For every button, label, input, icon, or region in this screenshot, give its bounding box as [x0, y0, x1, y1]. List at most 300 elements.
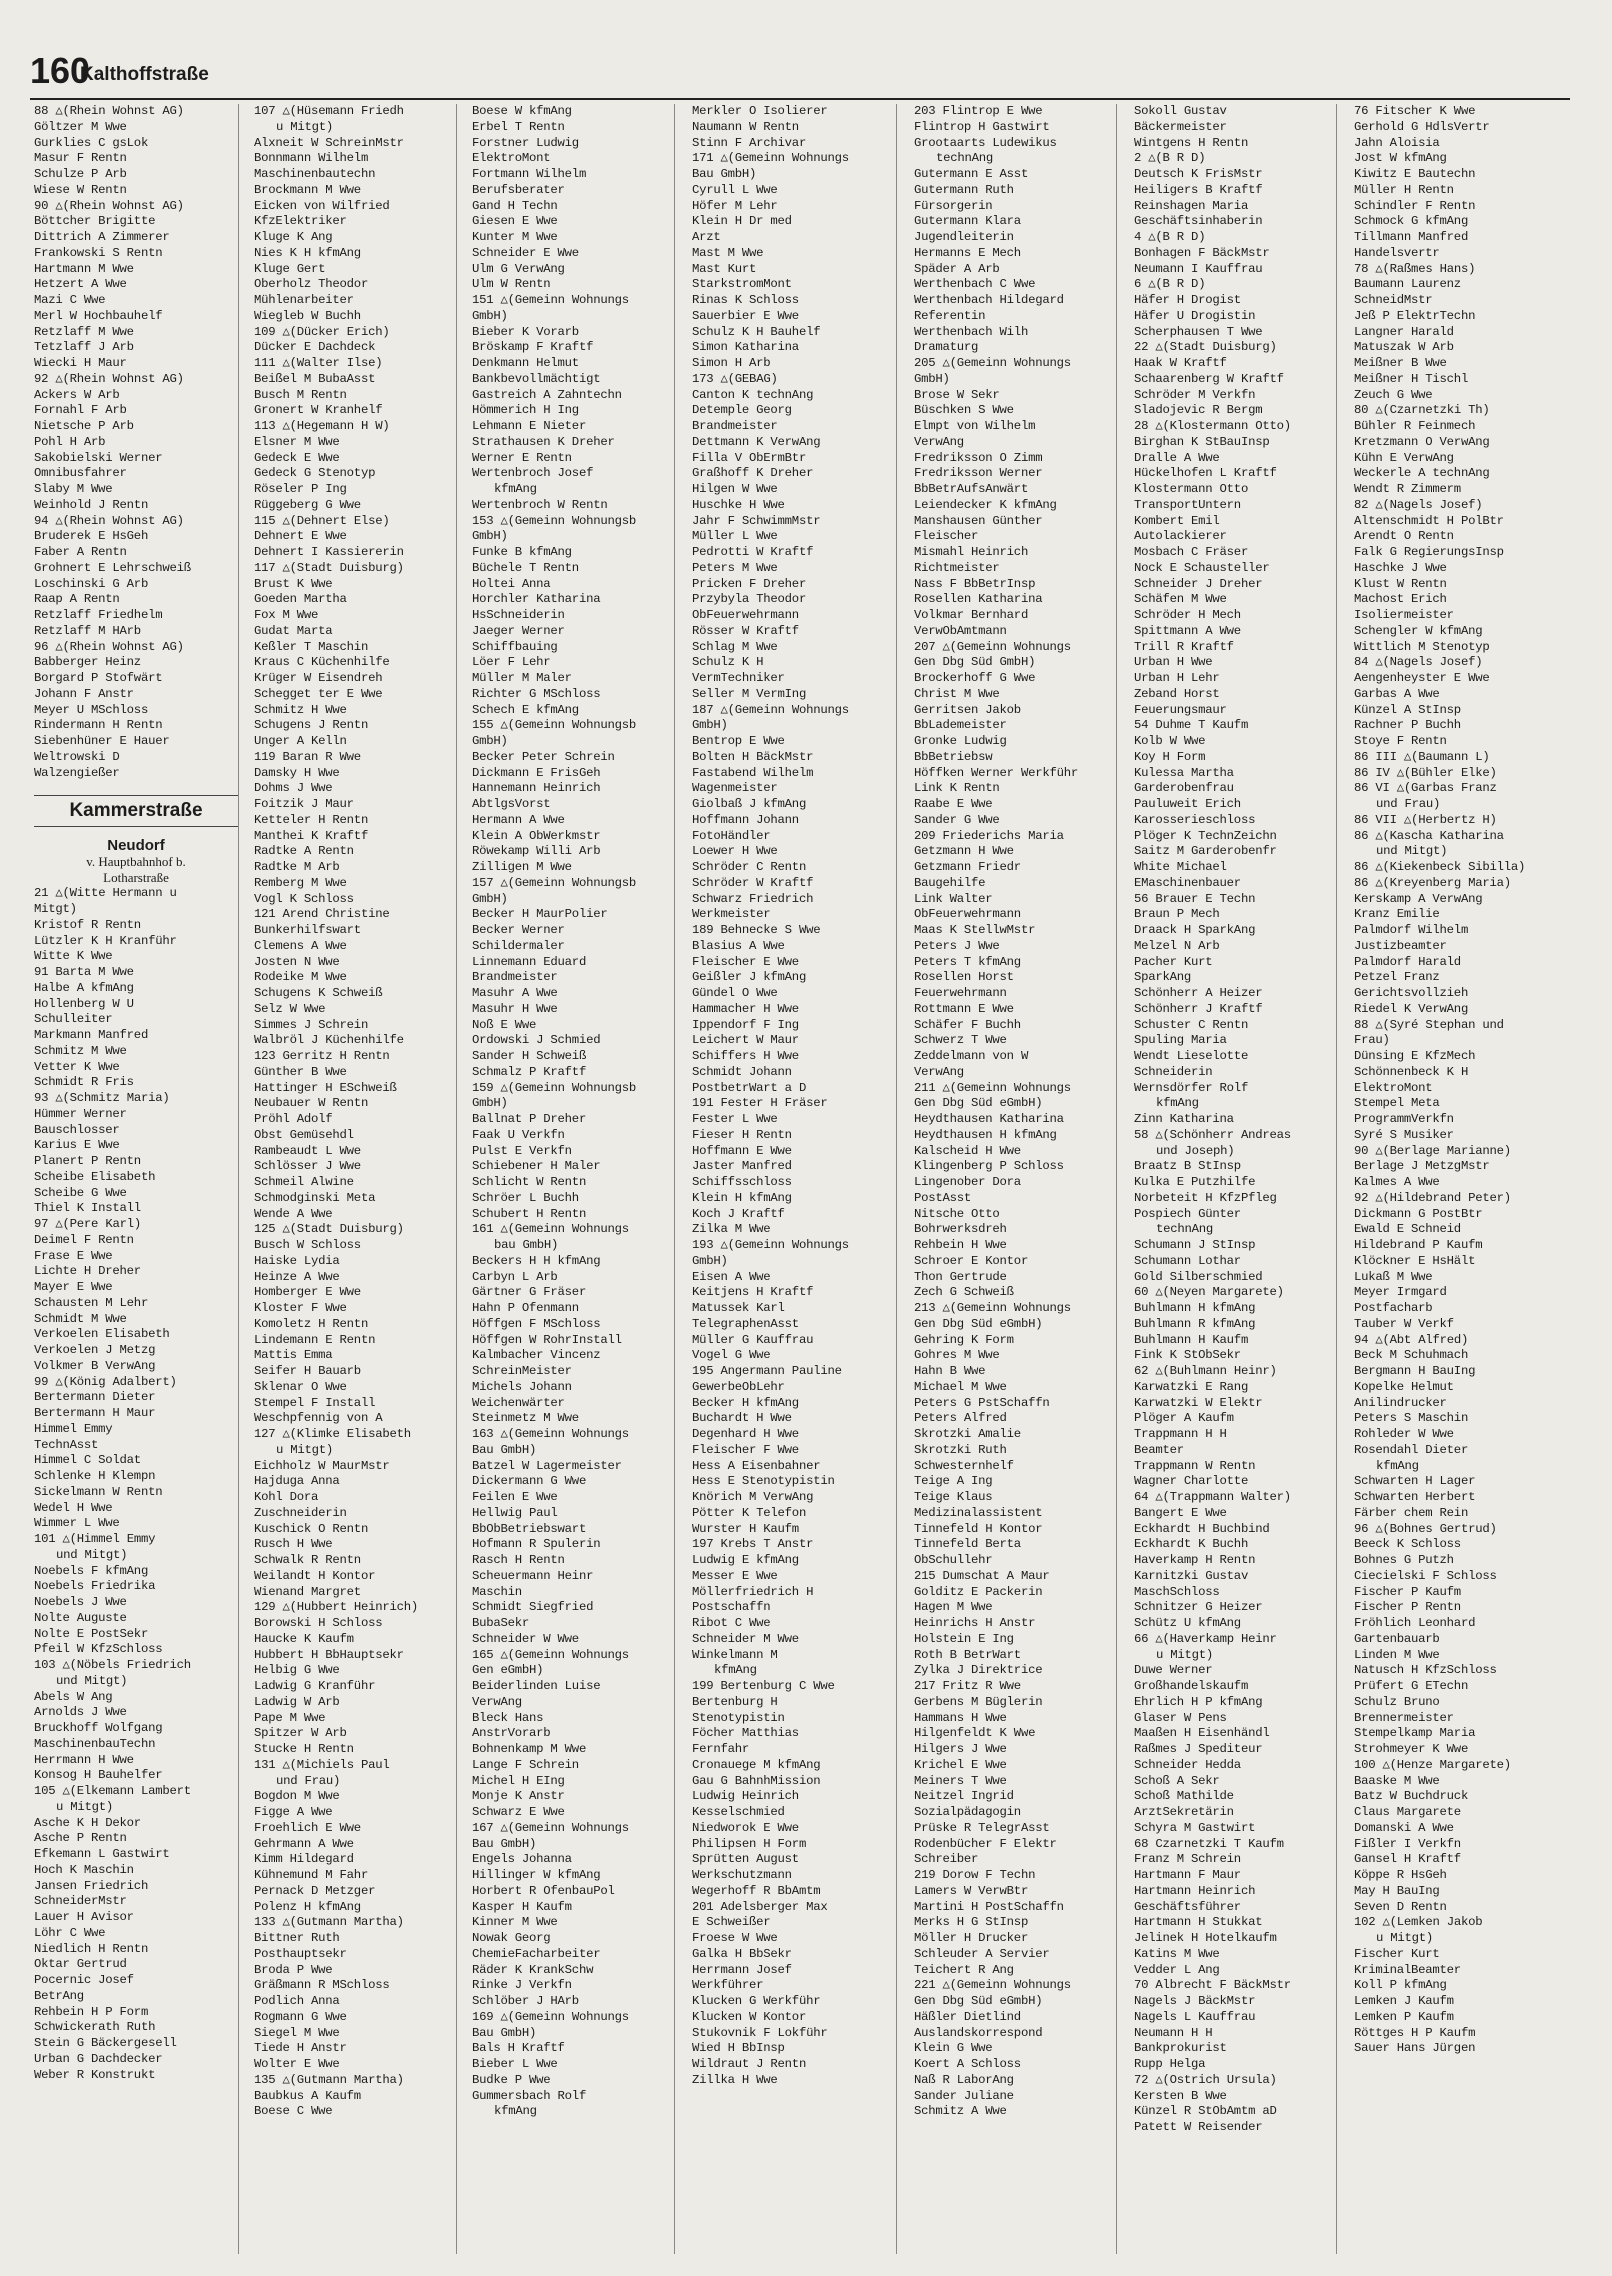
directory-entry: Stinn F Archivar: [692, 135, 807, 150]
directory-entry: Schaarenberg W Kraftf: [1134, 371, 1284, 386]
directory-entry: 58 △(Schönherr Andreas: [1134, 1127, 1291, 1142]
directory-entry: Palmdorf Wilhelm: [1354, 923, 1469, 937]
directory-entry: Babberger Heinz: [34, 655, 141, 670]
directory-entry: Denkmann Helmut: [472, 356, 579, 370]
directory-entry: Wintgens H Rentn: [1134, 135, 1249, 150]
directory-entry: Sander Juliane: [914, 2088, 1014, 2103]
directory-entry: Baumann Laurenz: [1354, 277, 1461, 292]
directory-entry: Anilindrucker: [1354, 1395, 1447, 1410]
directory-entry: Birghan K StBauInsp: [1134, 434, 1270, 449]
directory-entry: Nock E Schausteller: [1134, 560, 1270, 575]
directory-entry: Polenz H kfmAng: [254, 1899, 361, 1914]
directory-entry: 193 △(Gemeinn Wohnungs: [692, 1238, 849, 1252]
directory-entry: Wende A Wwe: [254, 1206, 333, 1221]
directory-entry: Berlage J MetzgMstr: [1354, 1159, 1490, 1174]
directory-entry: Pernack D Metzger: [254, 1883, 376, 1898]
directory-entry: Tillmann Manfred: [1354, 230, 1469, 244]
directory-entry: Schulz Bruno: [1354, 1694, 1440, 1709]
directory-entry: Ewald E Schneid: [1354, 1222, 1461, 1237]
directory-entry: Wimmer L Wwe: [34, 1516, 120, 1531]
directory-entry: Fredriksson Werner: [914, 466, 1043, 481]
directory-entry: Klein A ObWerkmstr: [472, 828, 601, 843]
directory-entry: Rindermann H Rentn: [34, 718, 163, 733]
directory-entry: Rosellen Horst: [914, 970, 1014, 985]
directory-entry: Lindemann E Rentn: [254, 1332, 376, 1347]
directory-entry: Buchardt H Wwe: [692, 1411, 792, 1426]
directory-entry: Linden M Wwe: [1354, 1647, 1440, 1662]
directory-entry: 125 △(Stadt Duisburg): [254, 1222, 404, 1237]
directory-entry: Schengler W kfmAng: [1354, 623, 1483, 638]
directory-entry: Stempel Meta: [1354, 1096, 1440, 1111]
directory-entry: Tetzlaff J Arb: [34, 340, 134, 355]
directory-entry: Pedrotti W Kraftf: [692, 545, 814, 559]
directory-entry: Schyra M Gastwirt: [1134, 1820, 1256, 1835]
directory-entry: Wittlich M Stenotyp: [1354, 639, 1490, 654]
directory-entry: Funke B kfmAng: [472, 545, 572, 559]
directory-entry: 107 △(Hüsemann Friedh: [254, 104, 404, 118]
directory-entry: Eckhardt H Buchbind: [1134, 1521, 1270, 1536]
directory-entry: Vetter K Wwe: [34, 1059, 120, 1074]
directory-entry: Rosellen Katharina: [914, 592, 1043, 607]
directory-entry: Buhlmann H kfmAng: [1134, 1301, 1256, 1315]
directory-entry: Schröer L Buchh: [472, 1190, 579, 1205]
directory-entry: Thiel K Install: [34, 1201, 141, 1216]
directory-entry: Raap A Rentn: [34, 592, 120, 607]
directory-entry: Kalscheid H Wwe: [914, 1143, 1021, 1158]
directory-entry: 88 △(Rhein Wohnst AG): [34, 104, 184, 118]
directory-entry: Langner Harald: [1354, 324, 1454, 339]
directory-entry: Weckerle A technAng: [1354, 466, 1490, 481]
directory-entry: Gummersbach Rolf: [472, 2088, 587, 2103]
directory-entry: Schwickerath Ruth: [34, 2020, 156, 2035]
directory-entry: Schwarz Friedrich: [692, 891, 814, 906]
directory-entry: Gutermann E Asst: [914, 167, 1029, 181]
entry-list: [1354, 104, 1564, 2057]
directory-entry: White Michael: [1134, 860, 1227, 874]
directory-entry: Fortmann Wilhelm: [472, 167, 587, 181]
directory-entry: u Mitgt): [276, 1442, 334, 1457]
directory-entry: 203 Flintrop E Wwe: [914, 104, 1043, 118]
directory-entry: Lichte H Dreher: [34, 1264, 141, 1279]
page-number: 160: [30, 50, 91, 91]
directory-entry: Schiffsschloss: [692, 1175, 792, 1189]
directory-entry: Wildraut J Rentn: [692, 2057, 807, 2071]
directory-entry: Grohnert E Lehrschweiß: [34, 560, 191, 575]
directory-entry: Kesselschmied: [692, 1805, 785, 1819]
directory-entry: Nitsche Otto: [914, 1206, 1000, 1221]
directory-entry: Kühnemund M Fahr: [254, 1868, 369, 1882]
directory-entry: Philipsen H Form: [692, 1836, 807, 1851]
directory-entry: Boese C Wwe: [254, 2104, 333, 2119]
directory-entry: Schütz U kfmAng: [1134, 1616, 1241, 1630]
directory-entry: Maschinenbautechn: [254, 167, 376, 181]
directory-entry: Riedel K VerwAng: [1354, 1001, 1469, 1016]
directory-entry: Urban H Wwe: [1134, 655, 1213, 670]
directory-entry: Dramaturg: [914, 340, 979, 355]
directory-entry: Beck M Schuhmach: [1354, 1348, 1469, 1363]
directory-entry: Föcher Matthias: [692, 1726, 799, 1741]
directory-entry: Brandmeister: [692, 419, 778, 433]
directory-entry: 90 △(Rhein Wohnst AG): [34, 198, 184, 213]
directory-entry: Rohleder W Wwe: [1354, 1427, 1454, 1441]
directory-entry: Carbyn L Arb: [472, 1269, 558, 1284]
directory-entry: Fleischer E Wwe: [692, 954, 799, 969]
directory-entry: Mühlenarbeiter: [254, 293, 354, 307]
directory-entry: Asche K H Dekor: [34, 1815, 141, 1830]
directory-entry: Günther B Wwe: [254, 1064, 347, 1079]
directory-entry: Wagenmeister: [692, 781, 778, 796]
directory-entry: Hümmer Werner: [34, 1106, 127, 1121]
directory-entry: Schumann Lothar: [1134, 1253, 1241, 1268]
directory-entry: Schoß Mathilde: [1134, 1789, 1234, 1804]
directory-entry: GmbH): [472, 529, 508, 544]
directory-entry: 54 Duhme T Kaufm: [1134, 718, 1249, 733]
directory-entry: Schmalz P Kraftf: [472, 1064, 587, 1079]
directory-entry: Isoliermeister: [1354, 608, 1454, 622]
directory-entry: Klein H Dr med: [692, 214, 792, 229]
directory-entry: Rehbein H P Form: [34, 2004, 149, 2019]
directory-entry: Josten N Wwe: [254, 954, 340, 969]
directory-entry: Tinnefeld Berta: [914, 1537, 1021, 1552]
directory-entry: Schäfen M Wwe: [1134, 592, 1227, 607]
directory-entry: Lingenober Dora: [914, 1175, 1021, 1189]
directory-entry: Krüger W Eisendreh: [254, 671, 383, 685]
directory-entry: 56 Brauer E Techn: [1134, 891, 1256, 906]
directory-entry: SparkAng: [1134, 970, 1192, 985]
directory-entry: Posthauptsekr: [254, 1946, 347, 1961]
directory-entry: Winkelmann M: [692, 1647, 778, 1662]
directory-entry: Trill R Kraftf: [1134, 639, 1234, 654]
directory-entry: Schulleiter: [34, 1012, 113, 1027]
directory-entry: Radtke A Rentn: [254, 844, 354, 859]
directory-entry: 155 △(Gemeinn Wohnungsb: [472, 718, 636, 733]
directory-entry: Fornahl F Arb: [34, 403, 127, 418]
directory-entry: 94 △(Abt Alfred): [1354, 1332, 1469, 1347]
directory-entry: 219 Dorow F Techn: [914, 1868, 1036, 1882]
directory-entry: Haiske Lydia: [254, 1253, 340, 1268]
directory-entry: Braun P Mech: [1134, 907, 1220, 922]
directory-entry: 82 △(Nagels Josef): [1354, 497, 1483, 512]
directory-entry: Jaster Manfred: [692, 1159, 792, 1174]
entry-list: [692, 104, 896, 2089]
directory-entry: Geißler J kfmAng: [692, 970, 807, 985]
directory-entry: 96 △(Rhein Wohnst AG): [34, 639, 184, 654]
directory-entry: Skrotzki Amalie: [914, 1427, 1021, 1441]
directory-entry: Michels Johann: [472, 1379, 572, 1394]
directory-entry: 161 △(Gemeinn Wohnungs: [472, 1222, 629, 1237]
directory-entry: Bau GmbH): [472, 2025, 537, 2040]
directory-entry: 72 △(Ostrich Ursula): [1134, 2072, 1277, 2087]
directory-entry: Färber chem Rein: [1354, 1505, 1469, 1520]
directory-entry: Manshausen Günther: [914, 513, 1043, 528]
directory-entry: Dehnert I Kassiererin: [254, 545, 404, 559]
directory-entry: Pricken F Dreher: [692, 576, 807, 591]
directory-entry: Mitgt): [34, 902, 77, 916]
directory-entry: Loschinski G Arb: [34, 576, 149, 591]
directory-entry: Mayer E Wwe: [34, 1280, 113, 1294]
directory-entry: Schwarz E Wwe: [472, 1805, 565, 1819]
directory-entry: Bauschlosser: [34, 1122, 120, 1137]
directory-entry: Herrmann Josef: [692, 1962, 792, 1977]
directory-entry: Stein G Bäckergesell: [34, 2036, 177, 2050]
directory-entry: Frankowski S Rentn: [34, 245, 163, 260]
directory-entry: 21 △(Witte Hermann u: [34, 886, 177, 901]
directory-entry: Meyer U MSchloss: [34, 702, 149, 717]
directory-entry: GmbH): [914, 371, 950, 386]
directory-entry: Fastabend Wilhelm: [692, 765, 814, 780]
directory-entry: Kasper H Kaufm: [472, 1899, 572, 1914]
directory-entry: Ehrlich H P kfmAng: [1134, 1694, 1263, 1709]
directory-entry: Palmdorf Harald: [1354, 954, 1461, 969]
directory-entry: Zinn Katharina: [1134, 1112, 1234, 1126]
directory-entry: Werthenbach C Wwe: [914, 277, 1036, 292]
directory-entry: Zilligen M Wwe: [472, 860, 572, 874]
directory-entry: Selz W Wwe: [254, 1001, 326, 1016]
directory-entry: Foitzik J Maur: [254, 797, 354, 811]
directory-entry: Schugens J Rentn: [254, 718, 369, 733]
directory-entry: Urban H Lehr: [1134, 671, 1220, 685]
directory-entry: VerwAng: [914, 434, 964, 449]
directory-entry: Hilgenfeldt K Wwe: [914, 1726, 1036, 1741]
directory-entry: Arnolds J Wwe: [34, 1705, 127, 1720]
directory-entry: Mismahl Heinrich: [914, 545, 1029, 559]
directory-entry: Schlicht W Rentn: [472, 1175, 587, 1189]
directory-entry: Niedlich H Rentn: [34, 1941, 149, 1956]
directory-entry: Pfeil W KfzSchloss: [34, 1642, 163, 1657]
directory-entry: 92 △(Hildebrand Peter): [1354, 1190, 1511, 1205]
directory-entry: Dehnert E Wwe: [254, 529, 347, 544]
directory-entry: Geschäftsinhaberin: [1134, 214, 1263, 229]
directory-entry: 213 △(Gemeinn Wohnungs: [914, 1301, 1071, 1315]
directory-entry: StarkstromMont: [692, 277, 792, 292]
directory-entry: Nies K H kfmAng: [254, 245, 361, 260]
directory-entry: Bunkerhilfswart: [254, 923, 361, 937]
directory-entry: Klostermann Otto: [1134, 482, 1249, 496]
directory-entry: Richtmeister: [914, 560, 1000, 575]
directory-entry: Kombert Emil: [1134, 513, 1220, 528]
directory-entry: Hartmann M Wwe: [34, 261, 134, 276]
directory-entry: Kuschick O Rentn: [254, 1521, 369, 1536]
directory-entry: 109 △(Dücker Erich): [254, 324, 390, 339]
directory-entry: ElektroMont: [472, 151, 551, 166]
directory-entry: Fröhlich Leonhard: [1354, 1616, 1476, 1630]
directory-entry: Ciecielski F Schloss: [1354, 1568, 1497, 1583]
directory-entry: Gräßmann R MSchloss: [254, 1978, 390, 1993]
directory-entry: Natusch H KfzSchloss: [1354, 1663, 1497, 1678]
directory-entry: Wedel H Wwe: [34, 1500, 113, 1515]
directory-entry: 6 △(B R D): [1134, 277, 1206, 292]
directory-entry: Noebels F kfmAng: [34, 1563, 149, 1578]
directory-entry: Forstner Ludwig: [472, 135, 579, 150]
directory-entry: Bals H Kraftf: [472, 2041, 565, 2056]
directory-entry: Slaby M Wwe: [34, 482, 113, 496]
directory-entry: Pötter K Telefon: [692, 1505, 807, 1520]
directory-entry: Getzmann Friedr: [914, 860, 1021, 874]
directory-entry: FotoHändler: [692, 828, 771, 843]
directory-entry: Braatz B StInsp: [1134, 1159, 1241, 1174]
directory-entry: Späder A Arb: [914, 261, 1000, 276]
directory-entry: Hilgen W Wwe: [692, 482, 778, 496]
directory-entry: Tauber W Verkf: [1354, 1316, 1454, 1331]
directory-entry: Bau GmbH): [692, 167, 757, 181]
district-name: Neudorf: [107, 837, 165, 855]
directory-entry: Heiligers B Kraftf: [1134, 182, 1263, 197]
directory-entry: PostbetrWart a D: [692, 1080, 807, 1095]
directory-entry: Naß R LaborAng: [914, 2072, 1014, 2087]
directory-entry: Kluge K Ang: [254, 230, 333, 244]
directory-entry: Schönherr J Kraftf: [1134, 1001, 1263, 1016]
directory-entry: Rehbein H Wwe: [914, 1238, 1007, 1252]
directory-entry: Blasius A Wwe: [692, 938, 785, 953]
directory-entry: Hannemann Heinrich: [472, 781, 601, 796]
directory-entry: Feuerwehrmann: [914, 986, 1007, 1000]
directory-entry: Fischer P Rentn: [1354, 1600, 1461, 1615]
directory-entry: VerwAng: [914, 1064, 964, 1079]
directory-entry: Neumann H H: [1134, 2025, 1213, 2040]
directory-entry: 66 △(Haverkamp Heinr: [1134, 1631, 1277, 1646]
directory-entry: GewerbeObLehr: [692, 1379, 785, 1394]
directory-entry: Bohnenkamp M Wwe: [472, 1742, 587, 1756]
directory-entry: Heinze A Wwe: [254, 1269, 340, 1284]
directory-entry: Degenhard H Wwe: [692, 1427, 799, 1441]
directory-entry: Pulst E Verkfn: [472, 1143, 572, 1158]
directory-entry: Schwesternhelf: [914, 1458, 1014, 1473]
directory-entry: Gansel H Kraftf: [1354, 1852, 1461, 1867]
directory-entry: Hollenberg W U: [34, 996, 134, 1011]
directory-entry: Komoletz H Rentn: [254, 1316, 369, 1331]
directory-entry: Meißner B Wwe: [1354, 356, 1447, 370]
directory-entry: Trappmann H H: [1134, 1427, 1227, 1441]
directory-entry: Sickelmann W Rentn: [34, 1484, 163, 1499]
directory-entry: Nolte Auguste: [34, 1610, 127, 1625]
directory-entry: Steinmetz M Wwe: [472, 1411, 579, 1426]
directory-entry: Bruderek E HsGeh: [34, 529, 149, 544]
directory-entry: Pocernic Josef: [34, 1973, 134, 1987]
directory-entry: Weilandt H Kontor: [254, 1568, 376, 1583]
directory-entry: Erbel T Rentn: [472, 119, 565, 134]
directory-entry: Vogl K Schloss: [254, 891, 354, 906]
directory-entry: Schildermaler: [472, 938, 565, 953]
directory-entry: Vedder L Ang: [1134, 1962, 1220, 1977]
directory-entry: Peters S Maschin: [1354, 1411, 1469, 1426]
entry-list: [254, 104, 456, 2120]
directory-entry: 88 △(Syré Stephan und: [1354, 1017, 1504, 1032]
directory-entry: Hahn B Wwe: [914, 1364, 986, 1378]
directory-entry: Tinnefeld H Kontor: [914, 1521, 1043, 1536]
directory-entry: Schausten M Lehr: [34, 1295, 149, 1310]
directory-entry: 62 △(Buhlmann Heinr): [1134, 1364, 1277, 1378]
directory-entry: Neubauer W Rentn: [254, 1096, 369, 1111]
directory-entry: Werthenbach Wilh: [914, 324, 1029, 339]
directory-entry: Clemens A Wwe: [254, 938, 347, 953]
directory-entry: Baubkus A Kaufm: [254, 2088, 361, 2103]
directory-entry: Spitzer W Arb: [254, 1726, 347, 1741]
directory-entry: Bau GmbH): [472, 1836, 537, 1851]
directory-entry: Broda P Wwe: [254, 1962, 333, 1977]
directory-entry: SchneidMstr: [1354, 293, 1433, 307]
directory-entry: Räder K KrankSchw: [472, 1962, 594, 1977]
directory-entry: Katins M Wwe: [1134, 1946, 1220, 1961]
directory-entry: MaschinenbauTechn: [34, 1736, 156, 1751]
directory-entry: Schröder H Mech: [1134, 608, 1241, 622]
district-note-2: Lotharstraße: [103, 870, 169, 886]
directory-entry: 195 Angermann Pauline: [692, 1364, 842, 1378]
directory-entry: Klucken G Werkführ: [692, 1994, 821, 2008]
directory-entry: Koert A Schloss: [914, 2057, 1021, 2071]
directory-entry: Domanski A Wwe: [1354, 1820, 1454, 1835]
directory-entry: BbLademeister: [914, 718, 1007, 733]
directory-entry: Schlöber J HArb: [472, 1994, 579, 2008]
directory-entry: Lamers W VerwBtr: [914, 1883, 1029, 1898]
directory-entry: Hellwig Paul: [472, 1505, 558, 1520]
directory-entry: Noebels Friedrika: [34, 1579, 156, 1594]
directory-entry: Borgard P Stofwärt: [34, 671, 163, 685]
directory-entry: Zylka J Direktrice: [914, 1663, 1043, 1678]
directory-entry: Müller G Kauffrau: [692, 1332, 814, 1347]
directory-entry: 205 △(Gemeinn Wohnungs: [914, 356, 1071, 370]
directory-entry: Franz M Schrein: [1134, 1852, 1241, 1867]
directory-entry: Klingenberg P Schloss: [914, 1159, 1064, 1174]
directory-entry: Fürsorgerin: [914, 198, 993, 213]
directory-entry: Beiderlinden Luise: [472, 1679, 601, 1693]
directory-entry: Schröder W Kraftf: [692, 875, 814, 890]
directory-entry: kfmAng: [714, 1663, 757, 1678]
directory-entry: MaschSchloss: [1134, 1584, 1220, 1599]
directory-entry: 90 △(Berlage Marianne): [1354, 1143, 1511, 1158]
directory-entry: Wiese W Rentn: [34, 182, 127, 197]
directory-entry: Goeden Martha: [254, 592, 347, 607]
directory-entry: 201 Adelsberger Max: [692, 1899, 828, 1914]
directory-entry: Maaßen H Eisenhändl: [1134, 1726, 1270, 1741]
directory-entry: Zeddelmann von W: [914, 1049, 1029, 1063]
directory-entry: 76 Fitscher K Wwe: [1354, 104, 1476, 118]
directory-entry: Zeband Horst: [1134, 686, 1220, 701]
directory-entry: Sprütten August: [692, 1852, 799, 1867]
directory-entry: Verkoelen Elisabeth: [34, 1327, 170, 1342]
directory-entry: Schiffbauing: [472, 639, 558, 654]
directory-entry: Merl W Hochbauhelf: [34, 308, 163, 323]
directory-entry: Ulm G VerwAng: [472, 261, 565, 276]
directory-entry: Schneider W Wwe: [472, 1631, 579, 1646]
directory-entry: Meißner H Tischl: [1354, 371, 1469, 386]
directory-entry: Rinas K Schloss: [692, 293, 799, 307]
directory-entry: Hartmann H Stukkat: [1134, 1915, 1263, 1930]
directory-entry: Peters T kfmAng: [914, 954, 1021, 969]
directory-entry: 217 Fritz R Wwe: [914, 1679, 1021, 1693]
directory-entry: Gand H Techn: [472, 198, 558, 213]
directory-entry: Bertermann H Maur: [34, 1406, 156, 1420]
column-2: [250, 104, 457, 2254]
directory-entry: Ballnat P Dreher: [472, 1112, 587, 1126]
directory-entry: Faak U Verkfn: [472, 1127, 565, 1142]
directory-entry: Deimel F Rentn: [34, 1232, 134, 1247]
directory-entry: Mazi C Wwe: [34, 293, 106, 307]
directory-entry: Ludwig Heinrich: [692, 1789, 799, 1804]
directory-entry: Siegel M Wwe: [254, 2025, 340, 2040]
directory-entry: 189 Behnecke S Wwe: [692, 923, 821, 937]
directory-entry: Berufsberater: [472, 182, 565, 197]
directory-entry: Kinner M Wwe: [472, 1915, 558, 1930]
directory-entry: Faber A Rentn: [34, 545, 127, 559]
directory-entry: Gedeck E Wwe: [254, 450, 340, 465]
directory-entry: Jahn Aloisia: [1354, 135, 1440, 150]
directory-entry: KriminalBeamter: [1354, 1962, 1461, 1977]
directory-entry: 209 Friederichs Maria: [914, 828, 1064, 843]
directory-entry: Lukaß M Wwe: [1354, 1269, 1433, 1284]
directory-entry: Baaske M Wwe: [1354, 1773, 1440, 1788]
directory-entry: Wegerhoff R BbAmtm: [692, 1883, 821, 1898]
directory-entry: 157 △(Gemeinn Wohnungsb: [472, 875, 636, 890]
